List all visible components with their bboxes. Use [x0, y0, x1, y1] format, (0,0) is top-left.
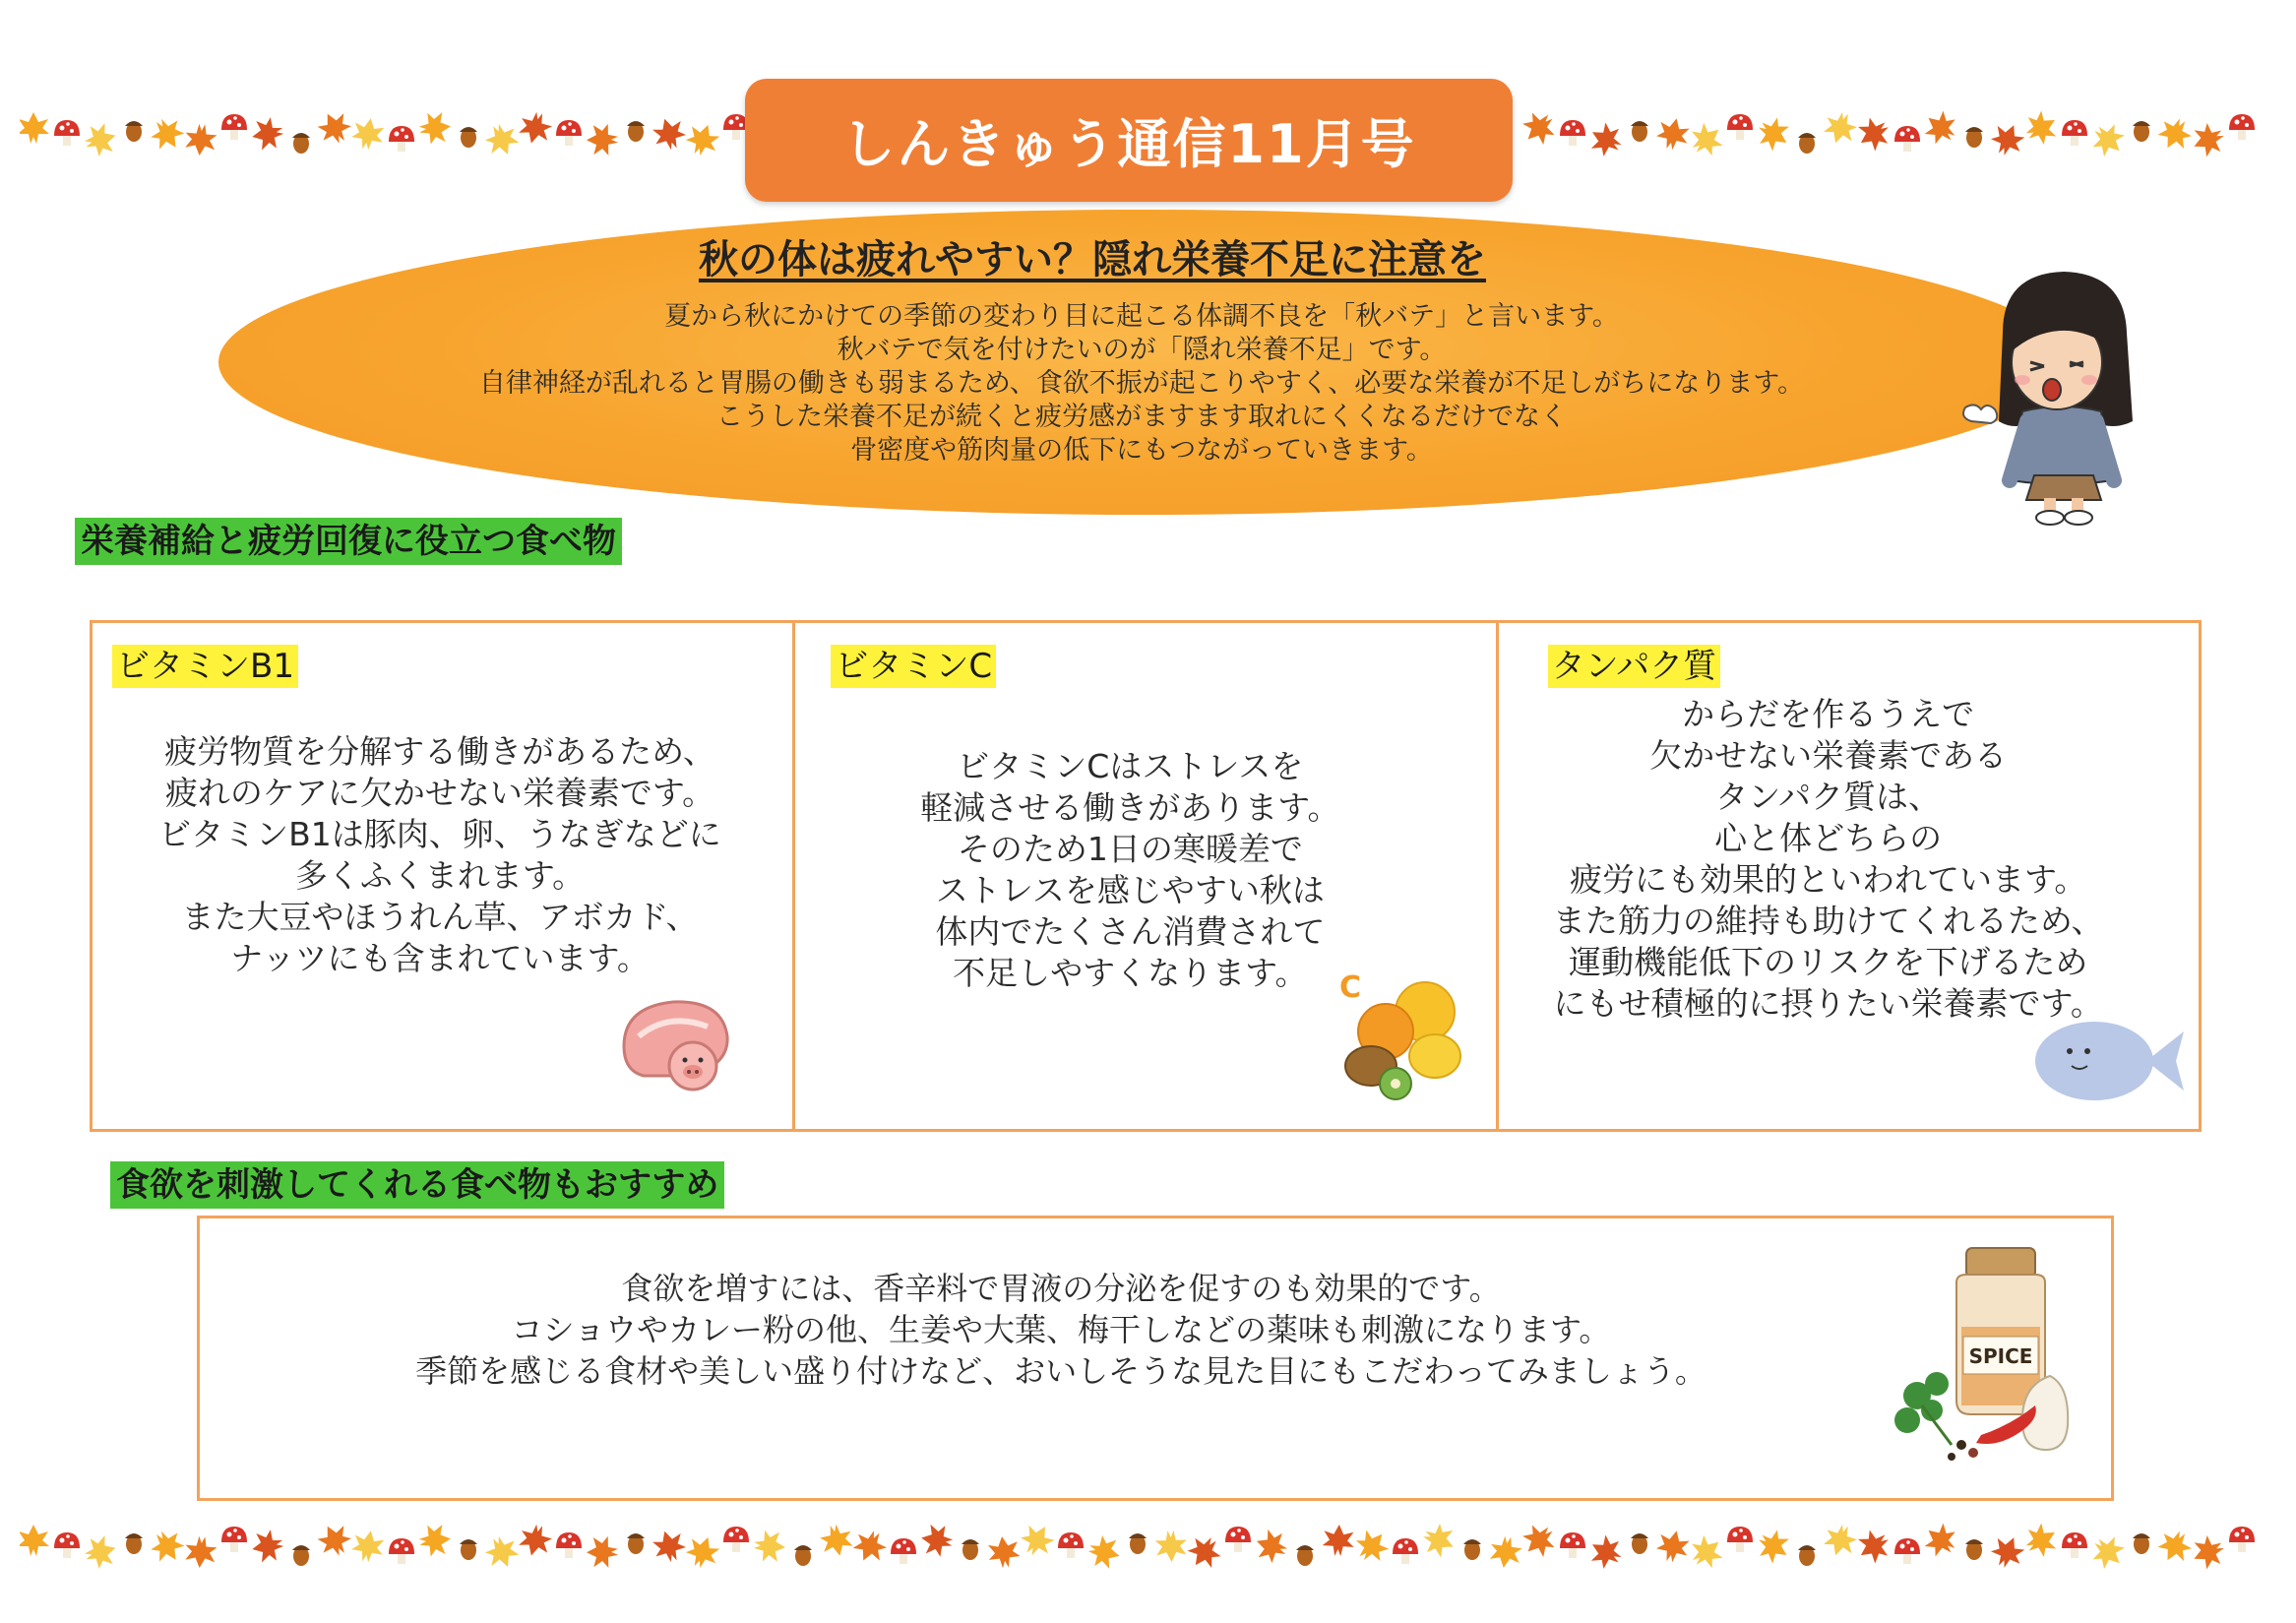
maple-leaf-icon — [1584, 118, 1628, 161]
mushroom-icon — [1393, 1538, 1418, 1564]
maple-leaf-icon — [2085, 117, 2130, 161]
acorn-icon — [1129, 1533, 1147, 1554]
section-label-nutrition: 栄養補給と疲労回復に役立つ食べ物 — [75, 518, 622, 565]
maple-leaf-icon — [1987, 119, 2028, 160]
acorn-icon — [794, 1545, 812, 1566]
maple-leaf-icon — [650, 1527, 689, 1566]
mushroom-icon — [2229, 1527, 2255, 1552]
appetite-line: 季節を感じる食材や美しい盛り付けなど、おいしそうな見た目にもこだわってみましょう。 — [415, 1352, 1706, 1390]
nutrient-title: ビタミンC — [831, 645, 996, 688]
acorn-icon — [962, 1539, 979, 1560]
maple-leaf-icon — [2019, 106, 2063, 150]
newsletter-title-text: しんきゅう通信11月号 — [841, 113, 1416, 175]
maple-leaf-icon — [516, 108, 554, 147]
acorn-icon — [125, 121, 143, 142]
maple-leaf-icon — [2019, 1519, 2063, 1562]
mushroom-icon — [891, 1538, 916, 1564]
intro-line: 秋バテで気を付けたいのが「隠れ栄養不足」です。 — [837, 335, 1447, 365]
nutrient-line: 疲労物質を分解する働きがあるため、 — [164, 732, 715, 771]
appetite-box — [197, 1216, 2114, 1501]
maple-leaf-icon — [349, 1528, 386, 1564]
nutrient-line: 体内でたくさん消費されて — [935, 912, 1326, 951]
nutrient-line: 多くふくまれます。 — [294, 856, 586, 895]
intro-line: 夏から秋にかけての季節の変わり目に起こる体調不良を「秋バテ」と言います。 — [664, 301, 1619, 332]
maple-leaf-icon — [2085, 1529, 2130, 1574]
maple-leaf-icon — [682, 1531, 722, 1572]
maple-leaf-icon — [1488, 1534, 1523, 1570]
maple-leaf-icon — [650, 114, 689, 154]
appetite-line: 食欲を増すには、香辛料で胃液の分泌を促すのも効果的です。 — [621, 1270, 1501, 1307]
mushroom-icon — [1894, 126, 1920, 152]
acorn-icon — [1798, 133, 1816, 154]
mushroom-icon — [389, 126, 414, 152]
nutrient-body — [795, 746, 1464, 994]
nutrient-line: 軽減させる働きがあります。 — [920, 788, 1340, 827]
nutrient-line: ストレスを感じやすい秋は — [935, 871, 1325, 909]
mushroom-icon — [1894, 1538, 1920, 1564]
maple-leaf-icon — [1752, 1525, 1795, 1568]
maple-leaf-icon — [1584, 1530, 1628, 1574]
acorn-icon — [1965, 127, 1983, 148]
mushroom-icon — [556, 1532, 582, 1558]
mushroom-icon — [221, 114, 247, 140]
mushroom-icon — [1727, 1527, 1753, 1552]
maple-leaf-icon — [81, 120, 120, 159]
nutrient-line: タンパク質は、 — [1715, 778, 1941, 816]
acorn-icon — [627, 121, 645, 142]
mushroom-icon — [2062, 1532, 2087, 1558]
mushroom-icon — [54, 120, 80, 146]
nutrient-line: ビタミンCはストレスを — [957, 747, 1304, 785]
section-label-appetite: 食欲を刺激してくれる食べ物もおすすめ — [110, 1161, 724, 1209]
nutrient-line: また大豆やほうれん草、アボカド、 — [181, 898, 699, 936]
maple-leaf-icon — [1517, 105, 1561, 150]
maple-leaf-icon — [249, 1528, 286, 1565]
maple-leaf-icon — [81, 1532, 120, 1572]
maple-leaf-icon — [184, 1535, 218, 1570]
mushroom-icon — [1560, 1532, 1585, 1558]
mushroom-icon — [1058, 1532, 1084, 1558]
maple-leaf-icon — [753, 1529, 786, 1563]
mushroom-icon — [1225, 1527, 1251, 1552]
acorn-icon — [1965, 1539, 1983, 1560]
nutrient-line: 欠かせない栄養素である — [1649, 736, 2008, 775]
maple-leaf-icon — [184, 123, 218, 157]
nutrient-cell-vitamin-b1 — [93, 623, 795, 1129]
maple-leaf-icon — [587, 1536, 619, 1569]
maple-leaf-icon — [1654, 115, 1692, 153]
nutrient-line: ナッツにも含まれています。 — [230, 939, 650, 977]
maple-leaf-icon — [249, 115, 286, 153]
maple-leaf-icon — [481, 119, 523, 160]
mushroom-icon — [1560, 120, 1585, 146]
acorn-icon — [460, 1539, 477, 1560]
pork-icon — [604, 987, 742, 1095]
mushroom-icon — [389, 1538, 414, 1564]
nutrient-cell-vitamin-c — [795, 623, 1498, 1129]
acorn-icon — [125, 1533, 143, 1554]
headline: 秋の体は疲れやすい？隠れ栄養不足に注意を — [699, 237, 1486, 282]
maple-leaf-icon — [1821, 108, 1860, 148]
maple-leaf-icon — [417, 110, 452, 145]
maple-leaf-icon — [313, 106, 355, 149]
intro-line: 骨密度や筋肉量の低下にもつながっていきます。 — [850, 435, 1433, 466]
mushroom-icon — [221, 1527, 247, 1552]
maple-leaf-icon — [2188, 1531, 2230, 1574]
maple-leaf-icon — [1349, 1524, 1394, 1568]
acorn-icon — [292, 1545, 310, 1566]
intro-text — [295, 300, 1988, 468]
maple-leaf-icon — [986, 1534, 1022, 1570]
appetite-text — [200, 1268, 1922, 1392]
maple-leaf-icon — [1654, 1528, 1692, 1565]
mushroom-icon — [723, 1527, 749, 1552]
maple-leaf-icon — [20, 1525, 49, 1556]
nutrient-body — [1499, 694, 2158, 1025]
maple-leaf-icon — [20, 112, 49, 144]
nutrient-body — [93, 731, 787, 979]
acorn-icon — [2133, 1533, 2150, 1554]
acorn-icon — [460, 127, 477, 148]
nutrient-grid — [90, 620, 2202, 1132]
acorn-icon — [1798, 1545, 1816, 1566]
nutrient-line: ビタミンB1は豚肉、卵、うなぎなどに — [158, 815, 721, 853]
maple-leaf-icon — [1852, 112, 1896, 156]
newsletter-title — [745, 79, 1513, 202]
intro-line: 自律神経が乱れると胃腸の働きも弱まるため、食欲不振が起こりやすく、必要な栄養が不足しがちになります。 — [478, 368, 1805, 399]
maple-leaf-icon — [1987, 1531, 2028, 1573]
nutrient-line: 心と体どちらの — [1714, 819, 1943, 857]
maple-leaf-icon — [146, 112, 189, 156]
maple-leaf-icon — [1418, 1520, 1459, 1561]
maple-leaf-icon — [818, 1522, 855, 1559]
mushroom-icon — [54, 1532, 80, 1558]
tired-girl-icon — [1954, 264, 2150, 530]
nutrient-line: 不足しやすくなります。 — [953, 954, 1308, 992]
vitamin-c-letter: C — [1339, 970, 1362, 1005]
mushroom-icon — [2062, 120, 2087, 146]
maple-leaf-icon — [1016, 1519, 1059, 1562]
appetite-line: コショウやカレー粉の他、生姜や大葉、梅干しなどの薬味も刺激になります。 — [511, 1311, 1611, 1348]
maple-leaf-icon — [1918, 1518, 1962, 1562]
nutrient-line: 疲労にも効果的といわれています。 — [1569, 860, 2087, 899]
nutrient-line: にもせ積極的に摂りたい栄養素です。 — [1553, 984, 2103, 1023]
maple-leaf-icon — [1252, 1527, 1292, 1567]
maple-leaf-icon — [1684, 1529, 1728, 1574]
maple-leaf-icon — [1322, 1524, 1355, 1557]
acorn-icon — [1631, 121, 1648, 142]
acorn-icon — [2133, 121, 2150, 142]
maple-leaf-icon — [1852, 1525, 1896, 1569]
nutrient-title: タンパク質 — [1548, 645, 1721, 688]
mushroom-icon — [2229, 114, 2255, 140]
nutrient-line: また筋力の維持も助けてくれるため、 — [1552, 902, 2104, 940]
maple-leaf-icon — [1821, 1521, 1860, 1560]
spice-jar-label: SPICE — [1968, 1344, 2033, 1368]
maple-leaf-icon — [313, 1519, 355, 1561]
maple-leaf-icon — [481, 1531, 523, 1573]
nutrient-line: 運動機能低下のリスクを下げるため — [1568, 943, 2088, 981]
nutrient-line: 疲れのケアに欠かせない栄養素です。 — [164, 774, 715, 812]
spice-jar-icon — [1883, 1238, 2099, 1484]
maple-leaf-icon — [1752, 112, 1795, 156]
maple-leaf-icon — [587, 124, 619, 156]
maple-leaf-icon — [849, 1526, 892, 1568]
maple-leaf-icon — [417, 1523, 452, 1557]
maple-leaf-icon — [516, 1521, 554, 1559]
nutrient-cell-protein — [1499, 623, 2199, 1129]
maple-leaf-icon — [1154, 1529, 1187, 1562]
acorn-icon — [292, 133, 310, 154]
nutrient-title: ビタミンB1 — [112, 645, 298, 688]
maple-leaf-icon — [349, 115, 386, 152]
acorn-icon — [1463, 1539, 1481, 1560]
maple-leaf-icon — [2153, 112, 2196, 155]
maple-leaf-icon — [2188, 119, 2230, 161]
maple-leaf-icon — [1086, 1533, 1124, 1572]
maple-leaf-icon — [1183, 1530, 1227, 1575]
maple-leaf-icon — [682, 119, 722, 159]
fruits-icon — [1332, 968, 1479, 1105]
mushroom-icon — [1727, 114, 1753, 140]
maple-leaf-icon — [919, 1523, 956, 1559]
maple-leaf-icon — [146, 1525, 189, 1568]
fish-icon — [2030, 1012, 2188, 1110]
acorn-icon — [1296, 1545, 1314, 1566]
maple-leaf-icon — [2153, 1525, 2196, 1567]
intro-line: こうした栄養不足が続くと疲労感がますます取れにくくなるだけでなく — [716, 402, 1567, 432]
maple-leaf-icon — [1684, 117, 1728, 161]
acorn-icon — [627, 1533, 645, 1554]
nutrient-line: からだを作るうえで — [1682, 695, 1975, 733]
maple-leaf-icon — [1918, 105, 1962, 150]
autumn-border-bottom — [20, 1511, 2276, 1580]
maple-leaf-icon — [1517, 1518, 1561, 1562]
acorn-icon — [1631, 1533, 1648, 1554]
nutrient-line: そのため1日の寒暖差で — [957, 830, 1303, 868]
mushroom-icon — [556, 120, 582, 146]
